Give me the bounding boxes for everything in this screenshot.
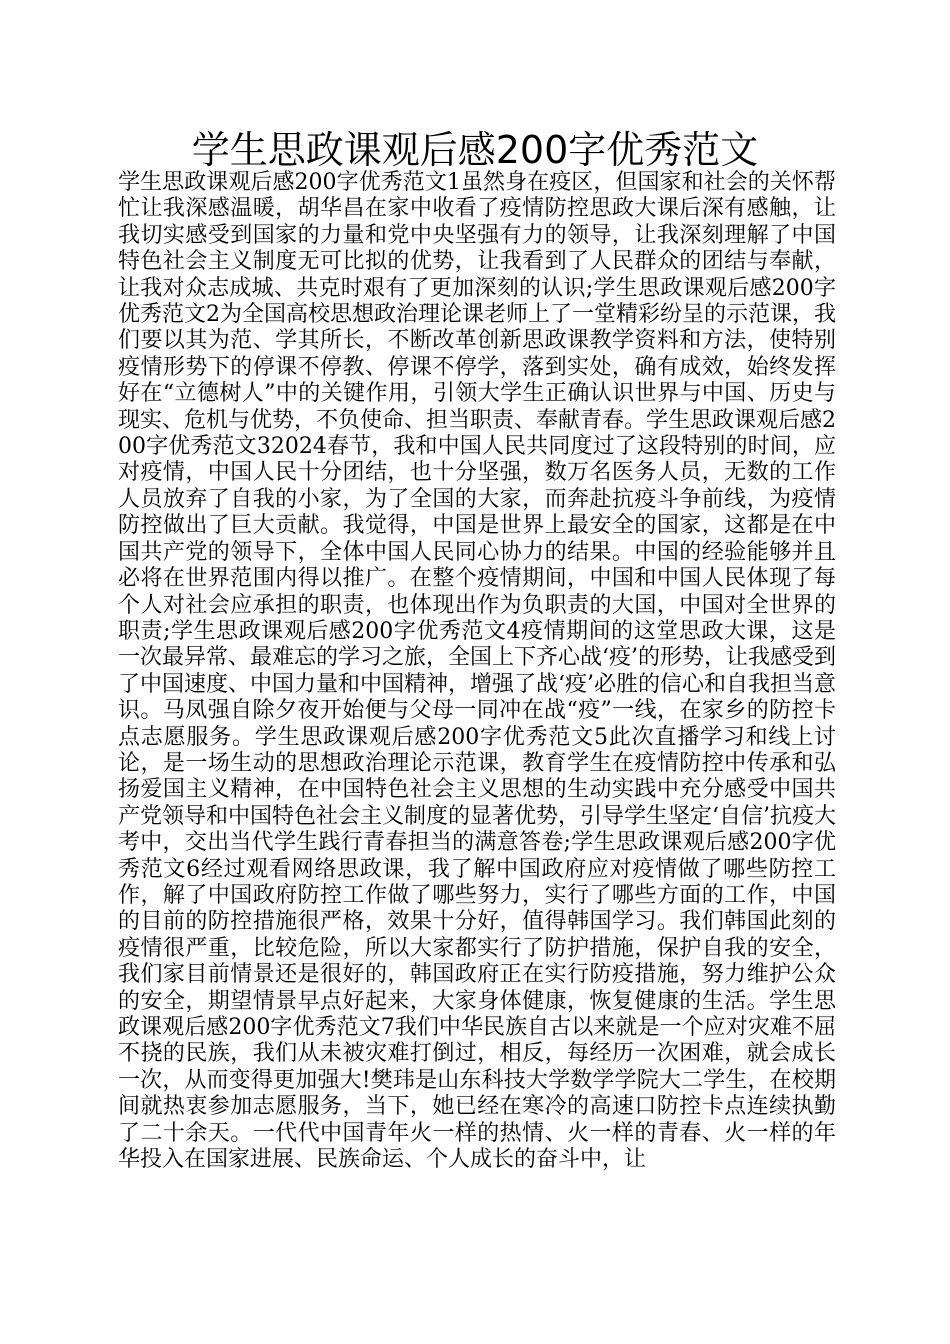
document-title: 学生思政课观后感200字优秀范文 <box>191 128 759 172</box>
document-body-text: 学生思政课观后感200字优秀范文1虽然身在疫区，但国家和社会的关怀帮忙让我深感温暖，胡华昌在家中收看了疫情防控思政大课后深有感触，让我切实感受到国家的力量和党中央坚强有力的领导，让我深刻理解了中国特色社会主义制度无可比拟的优势，让我看到了人民群众的团结与奉献，让我对众志成城、共克时艰有了更加深刻的认识;学生思政课观后感200字优秀范文2为全国高校思想政治理论课老师上了一堂精彩纷呈的示范课，我们要以其为范、学其所长，不断改革创新思政课教学资料和方法，使特别疫情形势下的停课不停教、停课不停学，落到实处，确有成效，始终发挥好在“立德树人”中的关键作用，引领大学生正确认识世界与中国、历史与现实、危机与优势，不负使命、担当职责、奉献青春。学生思政课观后感200字优秀范文32024春节，我和中国人民共同度过了这段特别的时间，应对疫情，中国人民十分团结，也十分坚强，数万名医务人员，无数的工作人员放弃了自我的小家，为了全国的大家，而奔赴抗疫斗争前线，为疫情防控做出了巨大贡献。我觉得，中国是世界上最安全的国家，这都是在中国共产党的领导下，全体中国人民同心协力的结果。中国的经验能够并且必将在世界范围内得以推广。在整个疫情期间，中国和中国人民体现了每个人对社会应承担的职责，也体现出作为负职责的大国，中国对全世界的职责;学生思政课观后感200字优秀范文4疫情期间的这堂思政大课，这是一次最异常、最难忘的学习之旅，全国上下齐心战‘疫’的形势，让我感受到了中国速度、中国力量和中国精神，增强了战‘疫’必胜的信心和自我担当意识。马凤强自除夕夜开始便与父母一同冲在战“疫”一线，在家乡的防控卡点志愿服务。学生思政课观后感200字优秀范文5此次直播学习和线上讨论，是一场生动的思想政治理论示范课，教育学生在疫情防控中传承和弘扬爱国主义精神，在中国特色社会主义思想的生动实践中充分感受中国共产党领导和中国特色社会主义制度的显著优势，引导学生坚定‘自信’抗疫大考中，交出当代学生践行青春担当的满意答卷;学生思政课观后感200字优秀范文6经过观看网络思政课，我了解中国政府应对疫情做了哪些防控工作，解了中国政府防控工作做了哪些努力，实行了哪些方面的工作，中国的目前的防控措施很严格，效果十分好，值得韩国学习。我们韩国此刻的疫情很严重，比较危险，所以大家都实行了防护措施，保护自我的安全，我们家目前情景还是很好的，韩国政府正在实行防疫措施，努力维护公众的安全，期望情景早点好起来，大家身体健康，恢复健康的生活。学生思政课观后感200字优秀范文7我们中华民族自古以来就是一个应对灾难不屈不挠的民族，我们从未被灾难打倒过，相反，每经历一次困难，就会成长一次，从而变得更加强大!樊玮是山东科技大学数学学院大二学生，在校期间就热衷参加志愿服务，当下，她已经在寒冷的高速口防控卡点连续执勤了二十余天。一代代中国青年火一样的热情、火一样的青春、火一样的年华投入在国家进展、民族命运、个人成长的奋斗中，让 <box>118 170 836 1173</box>
